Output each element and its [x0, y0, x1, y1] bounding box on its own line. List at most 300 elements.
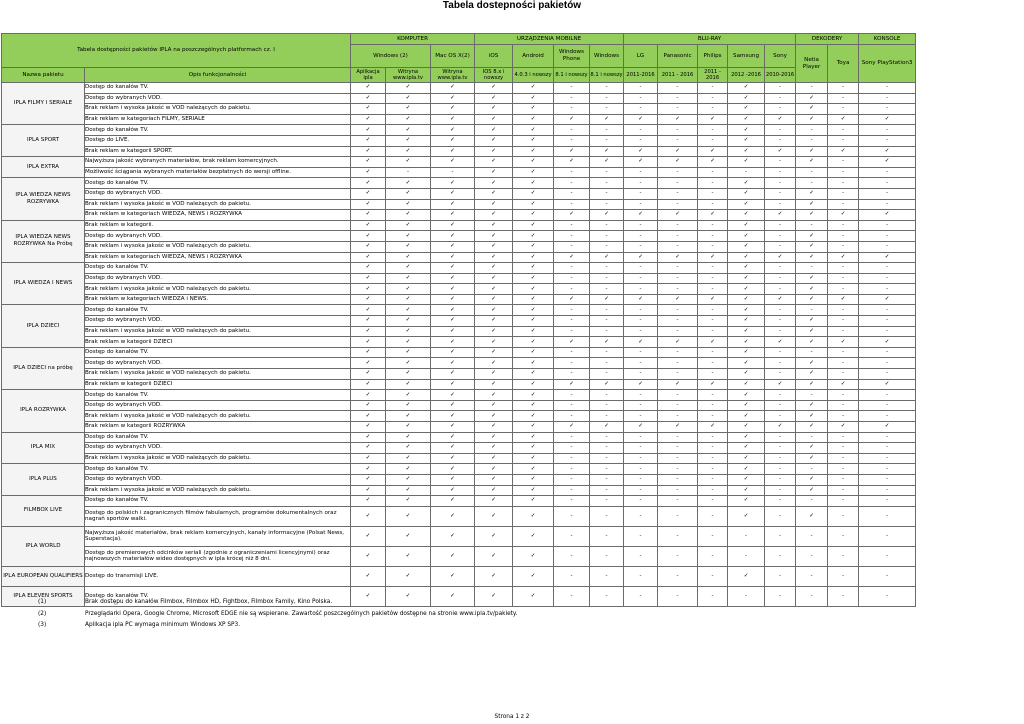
availability-cell: ✓: [386, 358, 431, 369]
availability-cell: -: [590, 566, 624, 586]
availability-cell: -: [624, 93, 658, 104]
availability-cell: ✓: [728, 241, 765, 252]
feature-description: Dostęp do kanałów TV.: [85, 178, 351, 189]
table-row: [2, 316, 916, 327]
availability-cell: ✓: [431, 210, 475, 221]
availability-cell: -: [658, 199, 698, 210]
availability-cell: ✓: [431, 358, 475, 369]
availability-cell: -: [658, 188, 698, 199]
availability-cell: -: [859, 586, 916, 606]
availability-cell: -: [658, 178, 698, 189]
availability-cell: -: [698, 400, 728, 411]
availability-cell: ✓: [796, 369, 828, 380]
availability-cell: ✓: [796, 474, 828, 485]
table-row: [2, 358, 916, 369]
feature-description: Brak reklam w kategorii ROZRYWKA: [85, 422, 351, 433]
availability-cell: -: [796, 526, 828, 546]
availability-cell: ✓: [728, 506, 765, 526]
availability-cell: ✓: [386, 400, 431, 411]
availability-cell: ✓: [351, 432, 386, 443]
availability-cell: ✓: [431, 114, 475, 125]
availability-cell: -: [859, 316, 916, 327]
availability-cell: -: [658, 453, 698, 464]
availability-cell: ✓: [351, 167, 386, 178]
availability-cell: ✓: [728, 263, 765, 274]
availability-cell: -: [828, 453, 859, 464]
availability-cell: -: [765, 400, 796, 411]
availability-cell: -: [828, 546, 859, 566]
availability-cell: ✓: [698, 210, 728, 221]
availability-cell: -: [828, 220, 859, 231]
availability-cell: -: [765, 326, 796, 337]
availability-cell: -: [624, 546, 658, 566]
availability-cell: ✓: [624, 146, 658, 157]
package-name: IPLA ROZRYWKA: [2, 390, 85, 432]
table-row: [2, 210, 916, 221]
availability-cell: -: [859, 464, 916, 475]
availability-cell: -: [554, 263, 590, 274]
availability-cell: -: [590, 474, 624, 485]
availability-cell: ✓: [431, 526, 475, 546]
availability-cell: ✓: [765, 146, 796, 157]
feature-description: Brak reklam i wysoka jakość w VOD należących do pakietu.: [85, 369, 351, 380]
package-name: IPLA FILMY I SERIALE: [2, 83, 85, 125]
feature-description: Brak reklam w kategorii SPORT.: [85, 146, 351, 157]
availability-cell: -: [658, 220, 698, 231]
availability-cell: -: [765, 546, 796, 566]
availability-cell: -: [859, 506, 916, 526]
availability-cell: ✓: [475, 210, 513, 221]
availability-cell: ✓: [475, 369, 513, 380]
availability-cell: -: [554, 188, 590, 199]
availability-cell: ✓: [590, 114, 624, 125]
availability-cell: ✓: [386, 337, 431, 348]
availability-cell: ✓: [796, 453, 828, 464]
availability-cell: ✓: [386, 422, 431, 433]
availability-cell: ✓: [513, 241, 554, 252]
availability-cell: ✓: [431, 146, 475, 157]
availability-cell: ✓: [351, 157, 386, 168]
availability-cell: ✓: [386, 326, 431, 337]
availability-cell: -: [658, 241, 698, 252]
availability-cell: -: [728, 167, 765, 178]
availability-cell: ✓: [658, 210, 698, 221]
availability-cell: ✓: [386, 210, 431, 221]
availability-cell: ✓: [513, 474, 554, 485]
availability-cell: ✓: [351, 358, 386, 369]
availability-cell: -: [765, 188, 796, 199]
footnote-number: (3): [38, 622, 47, 628]
availability-cell: -: [590, 546, 624, 566]
availability-cell: -: [765, 135, 796, 146]
availability-cell: ✓: [728, 305, 765, 316]
availability-cell: ✓: [728, 114, 765, 125]
availability-cell: ✓: [765, 294, 796, 305]
availability-cell: ✓: [590, 294, 624, 305]
availability-cell: -: [624, 326, 658, 337]
availability-cell: ✓: [351, 263, 386, 274]
availability-cell: ✓: [513, 422, 554, 433]
table-row: [2, 411, 916, 422]
sub-philips-years: 2011 - 2016: [698, 68, 728, 83]
availability-cell: ✓: [351, 231, 386, 242]
availability-cell: ✓: [475, 496, 513, 507]
availability-cell: ✓: [728, 474, 765, 485]
availability-cell: ✓: [728, 135, 765, 146]
availability-cell: ✓: [431, 485, 475, 496]
feature-description: Najwyższa jakość wybranych materiałów, brak reklam komercyjnych.: [85, 157, 351, 168]
availability-cell: ✓: [728, 210, 765, 221]
availability-cell: ✓: [765, 252, 796, 263]
availability-cell: ✓: [698, 157, 728, 168]
availability-cell: ✓: [475, 546, 513, 566]
availability-cell: -: [658, 358, 698, 369]
availability-cell: -: [796, 135, 828, 146]
availability-cell: -: [859, 390, 916, 401]
availability-cell: ✓: [475, 326, 513, 337]
availability-cell: -: [590, 453, 624, 464]
availability-cell: -: [590, 496, 624, 507]
availability-cell: -: [765, 586, 796, 606]
availability-cell: -: [658, 125, 698, 136]
footnote-text: Brak dostępu do kanałów Filmbox, Filmbox HD, Fightbox, Filmbox Family, Kino Polska.: [85, 599, 333, 605]
package-name: IPLA ELEVEN SPORTS: [2, 586, 85, 606]
availability-cell: -: [698, 474, 728, 485]
availability-cell: -: [554, 506, 590, 526]
table-row: [2, 199, 916, 210]
availability-cell: -: [859, 546, 916, 566]
availability-cell: ✓: [728, 379, 765, 390]
group-bluray: BLU-RAY: [624, 34, 796, 45]
availability-cell: -: [698, 586, 728, 606]
feature-description: Brak reklam w kategoriach WIEDZA, NEWS i ROZRYWKA: [85, 210, 351, 221]
availability-cell: ✓: [554, 252, 590, 263]
availability-cell: -: [828, 358, 859, 369]
availability-cell: ✓: [658, 422, 698, 433]
availability-cell: -: [796, 390, 828, 401]
availability-cell: -: [859, 199, 916, 210]
availability-cell: ✓: [859, 252, 916, 263]
sub-samsung-years: 2012 -2016: [728, 68, 765, 83]
availability-cell: ✓: [658, 294, 698, 305]
availability-cell: -: [624, 464, 658, 475]
availability-cell: -: [765, 474, 796, 485]
availability-cell: ✓: [475, 337, 513, 348]
availability-cell: -: [590, 347, 624, 358]
availability-cell: ✓: [513, 93, 554, 104]
availability-cell: ✓: [728, 157, 765, 168]
availability-cell: ✓: [386, 369, 431, 380]
availability-cell: ✓: [513, 146, 554, 157]
availability-cell: ✓: [728, 188, 765, 199]
availability-cell: ✓: [728, 422, 765, 433]
availability-cell: -: [796, 496, 828, 507]
feature-description: Najwyższa jakość materiałów, brak reklam komercyjnych, kanały informacyjne (Polsat News, Superstacja).: [85, 526, 351, 546]
availability-cell: ✓: [698, 252, 728, 263]
availability-cell: -: [859, 83, 916, 94]
availability-cell: -: [698, 506, 728, 526]
availability-cell: ✓: [351, 252, 386, 263]
availability-cell: -: [590, 526, 624, 546]
availability-cell: ✓: [475, 220, 513, 231]
availability-cell: ✓: [728, 464, 765, 475]
table-row: [2, 125, 916, 136]
availability-cell: -: [765, 273, 796, 284]
availability-cell: ✓: [475, 125, 513, 136]
availability-cell: ✓: [386, 231, 431, 242]
availability-cell: ✓: [728, 485, 765, 496]
availability-cell: ✓: [386, 220, 431, 231]
availability-cell: -: [590, 273, 624, 284]
availability-cell: ✓: [351, 369, 386, 380]
availability-cell: ✓: [658, 379, 698, 390]
availability-cell: -: [698, 241, 728, 252]
sub-sony-years: 2010-2016: [765, 68, 796, 83]
availability-cell: ✓: [386, 146, 431, 157]
availability-cell: -: [765, 305, 796, 316]
availability-cell: ✓: [431, 390, 475, 401]
availability-cell: -: [624, 453, 658, 464]
feature-description: Brak reklam i wysoka jakość w VOD należących do pakietu.: [85, 485, 351, 496]
availability-cell: ✓: [475, 104, 513, 115]
availability-cell: -: [554, 347, 590, 358]
availability-cell: ✓: [351, 347, 386, 358]
availability-cell: -: [765, 178, 796, 189]
availability-cell: -: [658, 93, 698, 104]
availability-cell: -: [765, 104, 796, 115]
availability-cell: ✓: [431, 474, 475, 485]
availability-cell: ✓: [431, 566, 475, 586]
availability-cell: ✓: [351, 199, 386, 210]
availability-cell: ✓: [796, 506, 828, 526]
availability-cell: -: [859, 178, 916, 189]
availability-cell: ✓: [513, 464, 554, 475]
availability-cell: -: [658, 526, 698, 546]
availability-cell: ✓: [431, 464, 475, 475]
availability-cell: ✓: [513, 379, 554, 390]
availability-cell: ✓: [475, 252, 513, 263]
availability-cell: ✓: [351, 93, 386, 104]
availability-cell: ✓: [351, 411, 386, 422]
table-row: [2, 284, 916, 295]
availability-cell: ✓: [431, 347, 475, 358]
availability-cell: ✓: [590, 422, 624, 433]
availability-cell: ✓: [351, 506, 386, 526]
availability-cell: -: [554, 390, 590, 401]
availability-cell: ✓: [554, 379, 590, 390]
availability-cell: -: [859, 411, 916, 422]
availability-cell: ✓: [859, 210, 916, 221]
footnote-text: Aplikacja ipla PC wymaga minimum Windows XP SP3.: [85, 622, 241, 628]
availability-cell: -: [658, 305, 698, 316]
availability-cell: -: [698, 263, 728, 274]
availability-cell: -: [828, 241, 859, 252]
availability-cell: -: [554, 284, 590, 295]
availability-cell: -: [590, 464, 624, 475]
availability-cell: ✓: [386, 114, 431, 125]
availability-cell: -: [859, 284, 916, 295]
availability-cell: ✓: [513, 358, 554, 369]
availability-cell: -: [698, 496, 728, 507]
availability-cell: ✓: [513, 586, 554, 606]
availability-cell: ✓: [431, 506, 475, 526]
table-row: [2, 326, 916, 337]
sub-lg-years: 2011-2016: [624, 68, 658, 83]
availability-cell: -: [765, 369, 796, 380]
availability-cell: ✓: [624, 379, 658, 390]
availability-cell: ✓: [513, 252, 554, 263]
availability-cell: ✓: [351, 566, 386, 586]
availability-cell: ✓: [386, 390, 431, 401]
availability-cell: ✓: [728, 104, 765, 115]
sub-wp-version: 8.1 i nowszy: [554, 68, 590, 83]
availability-cell: -: [765, 241, 796, 252]
availability-cell: ✓: [386, 273, 431, 284]
footnote-number: (2): [38, 611, 47, 617]
availability-cell: ✓: [386, 453, 431, 464]
table-row: [2, 273, 916, 284]
availability-cell: ✓: [765, 210, 796, 221]
availability-cell: -: [658, 411, 698, 422]
availability-cell: -: [698, 358, 728, 369]
availability-cell: ✓: [386, 443, 431, 454]
table-header: [2, 34, 916, 83]
availability-cell: -: [658, 546, 698, 566]
availability-cell: -: [828, 566, 859, 586]
availability-cell: ✓: [386, 135, 431, 146]
availability-cell: -: [590, 263, 624, 274]
availability-cell: -: [698, 390, 728, 401]
availability-cell: ✓: [590, 146, 624, 157]
availability-cell: -: [554, 586, 590, 606]
availability-cell: ✓: [513, 506, 554, 526]
availability-cell: ✓: [475, 83, 513, 94]
availability-cell: ✓: [728, 294, 765, 305]
availability-cell: -: [698, 284, 728, 295]
availability-cell: -: [828, 496, 859, 507]
availability-cell: ✓: [513, 566, 554, 586]
feature-description: Brak reklam i wysoka jakość w VOD należących do pakietu.: [85, 104, 351, 115]
availability-cell: -: [590, 411, 624, 422]
package-name: IPLA WIEDZA I NEWS: [2, 263, 85, 305]
availability-cell: ✓: [796, 485, 828, 496]
availability-cell: -: [728, 586, 765, 606]
availability-cell: -: [624, 400, 658, 411]
table-row: [2, 390, 916, 401]
package-name: IPLA DZIECI: [2, 305, 85, 347]
availability-cell: ✓: [475, 305, 513, 316]
platform-toya: Toya: [828, 45, 859, 83]
sub-witryna-mac: Witryna www.ipla.tv: [431, 68, 475, 83]
availability-cell: ✓: [728, 146, 765, 157]
sub-android-version: 4.0.3 i nowszy: [513, 68, 554, 83]
availability-cell: -: [859, 167, 916, 178]
availability-cell: ✓: [475, 347, 513, 358]
availability-cell: -: [658, 586, 698, 606]
availability-cell: -: [765, 443, 796, 454]
availability-cell: ✓: [513, 178, 554, 189]
availability-cell: -: [859, 453, 916, 464]
table-row: [2, 546, 916, 566]
availability-cell: -: [658, 464, 698, 475]
availability-cell: ✓: [386, 178, 431, 189]
availability-cell: ✓: [513, 263, 554, 274]
availability-cell: -: [554, 496, 590, 507]
availability-cell: -: [698, 453, 728, 464]
availability-cell: ✓: [728, 400, 765, 411]
availability-cell: -: [658, 443, 698, 454]
availability-cell: -: [765, 125, 796, 136]
sub-witryna-win: Witryna www.ipla.tv: [386, 68, 431, 83]
availability-cell: -: [590, 305, 624, 316]
availability-cell: -: [765, 411, 796, 422]
availability-cell: -: [828, 178, 859, 189]
availability-cell: ✓: [431, 135, 475, 146]
availability-cell: -: [828, 464, 859, 475]
availability-cell: ✓: [513, 231, 554, 242]
availability-cell: -: [828, 316, 859, 327]
availability-cell: ✓: [475, 411, 513, 422]
availability-cell: -: [765, 199, 796, 210]
availability-cell: -: [828, 104, 859, 115]
availability-cell: -: [828, 390, 859, 401]
availability-cell: -: [624, 167, 658, 178]
availability-cell: ✓: [728, 496, 765, 507]
availability-cell: ✓: [728, 347, 765, 358]
availability-cell: ✓: [475, 566, 513, 586]
availability-cell: ✓: [351, 464, 386, 475]
availability-cell: ✓: [475, 241, 513, 252]
availability-cell: ✓: [590, 157, 624, 168]
availability-cell: -: [765, 167, 796, 178]
table-row: [2, 422, 916, 433]
package-name: FILMBOX LIVE: [2, 496, 85, 527]
availability-cell: -: [828, 125, 859, 136]
availability-cell: ✓: [554, 157, 590, 168]
availability-cell: ✓: [513, 496, 554, 507]
availability-cell: ✓: [796, 422, 828, 433]
package-name: IPLA EUROPEAN QUALIFIERS: [2, 566, 85, 586]
availability-cell: -: [765, 83, 796, 94]
table-row: [2, 157, 916, 168]
availability-cell: -: [796, 167, 828, 178]
availability-cell: -: [658, 474, 698, 485]
availability-cell: ✓: [796, 157, 828, 168]
availability-cell: ✓: [728, 390, 765, 401]
availability-cell: ✓: [475, 443, 513, 454]
availability-cell: ✓: [728, 432, 765, 443]
page-title: Tabela dostepności pakietów: [442, 0, 582, 11]
group-mobile: URZĄDZENIA MOBILNE: [475, 34, 624, 45]
availability-cell: -: [554, 83, 590, 94]
availability-cell: ✓: [513, 273, 554, 284]
availability-cell: ✓: [796, 326, 828, 337]
availability-cell: ✓: [386, 566, 431, 586]
availability-cell: ✓: [796, 337, 828, 348]
availability-cell: -: [658, 496, 698, 507]
availability-cell: -: [624, 231, 658, 242]
feature-description: Dostęp do wybranych VOD.: [85, 474, 351, 485]
feature-description: Dostęp do kanałów TV.: [85, 496, 351, 507]
platform-sony: Sony: [765, 45, 796, 68]
availability-cell: -: [828, 506, 859, 526]
feature-description: Dostęp do wybranych VOD.: [85, 316, 351, 327]
table-row: [2, 146, 916, 157]
table-row: [2, 294, 916, 305]
availability-cell: -: [796, 178, 828, 189]
availability-cell: ✓: [828, 294, 859, 305]
availability-cell: -: [624, 316, 658, 327]
